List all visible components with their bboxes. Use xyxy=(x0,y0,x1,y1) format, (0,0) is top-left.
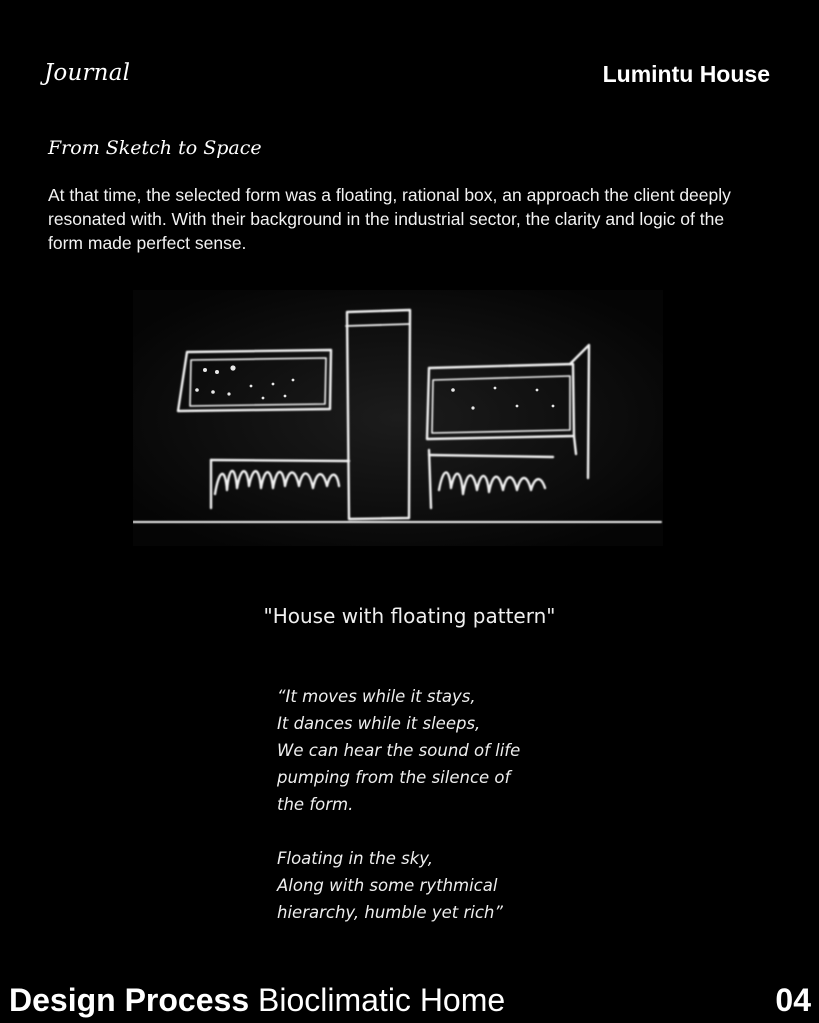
section-heading: From Sketch to Space xyxy=(48,137,262,159)
page-number: 04 xyxy=(775,982,811,1018)
poem-line: pumping from the silence of xyxy=(277,768,511,787)
poem xyxy=(277,683,520,926)
house-sketch-illustration xyxy=(133,290,663,546)
poem-line: the form. xyxy=(277,795,354,814)
journal-label: Journal xyxy=(44,60,131,86)
sketch-caption: "House with floating pattern" xyxy=(263,604,556,628)
footer-title-bold: Design Process xyxy=(9,982,250,1018)
project-title: Lumintu House xyxy=(602,61,770,87)
intro-paragraph: At that time, the selected form was a floating, rational box, an approach the client deeply resonated with. With their background in the industrial sector, the clarity and logic of the form made perfect sense. xyxy=(48,185,731,253)
footer-title xyxy=(9,982,505,1019)
poem-line: We can hear the sound of life xyxy=(277,741,521,760)
footer-title-regular: Bioclimatic Home xyxy=(258,982,506,1018)
poem-line: Along with some rythmical xyxy=(277,876,498,895)
poem-line: “It moves while it stays, xyxy=(277,687,476,706)
poem-line: Floating in the sky, xyxy=(277,849,434,868)
stanza-break xyxy=(277,818,520,845)
poem-line: It dances while it sleeps, xyxy=(277,714,481,733)
poem-line: hierarchy, humble yet rich” xyxy=(277,903,503,922)
house-sketch-image xyxy=(133,290,663,546)
